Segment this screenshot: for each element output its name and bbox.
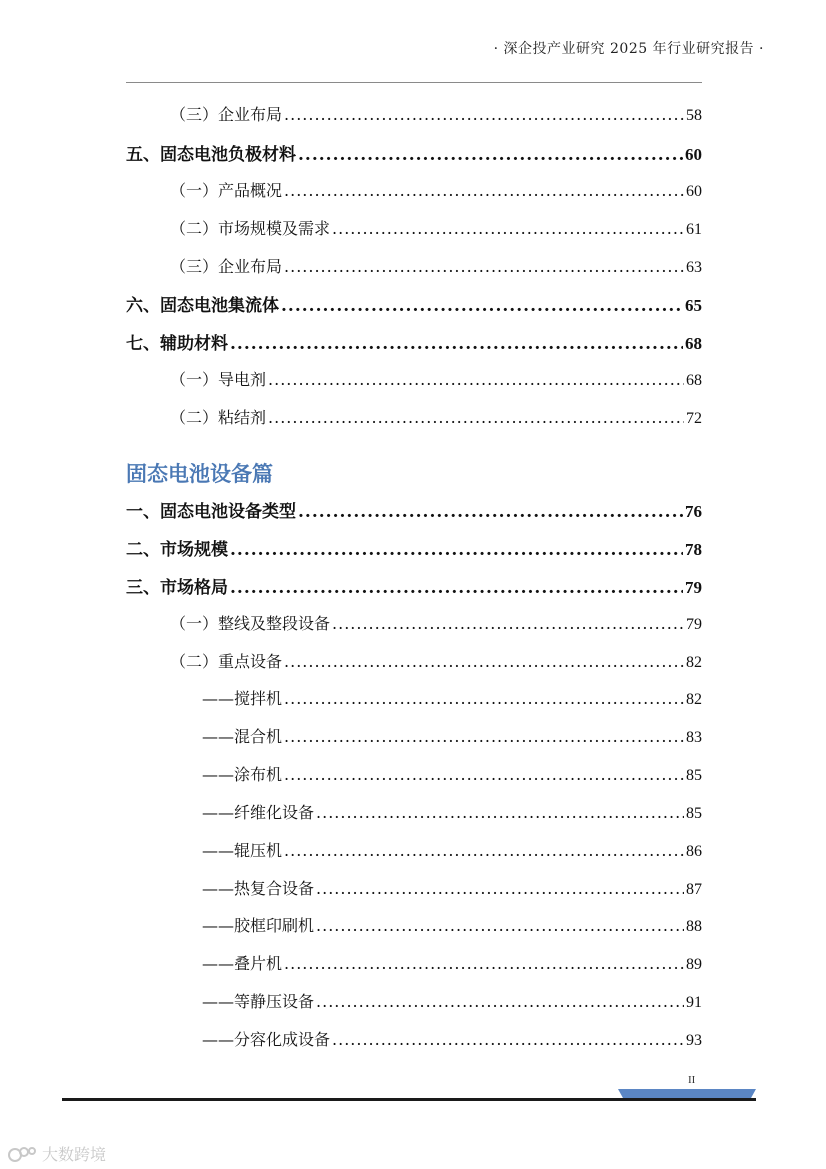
toc-entry[interactable] (126, 573, 702, 598)
toc-entry-title: 五、固态电池负极材料 (126, 145, 296, 165)
brand-logo-icon (8, 1145, 38, 1163)
toc-leader (298, 502, 683, 522)
toc-entry-page: 65 (685, 296, 702, 315)
toc-entry-page: 68 (686, 372, 702, 389)
toc-entry[interactable] (202, 951, 702, 974)
toc-leader (332, 1030, 684, 1049)
toc-entry-page: 60 (686, 183, 702, 200)
toc-entry[interactable] (202, 1027, 702, 1050)
toc-entry[interactable] (202, 800, 702, 823)
toc-entry[interactable] (170, 216, 702, 239)
toc-entry-page: 88 (686, 918, 702, 935)
toc-entry-title: ——分容化成设备 (202, 1030, 331, 1049)
toc-entry-page: 86 (686, 843, 702, 860)
toc-entry[interactable] (170, 102, 702, 125)
toc-entry-title: ——等静压设备 (202, 992, 315, 1011)
toc-entry-page: 76 (685, 502, 702, 521)
page-header: · 深企投产业研究 2025 年行业研究报告 · (493, 41, 764, 57)
toc-entry-page: 60 (685, 145, 702, 164)
toc-entry-title: ——胶框印刷机 (202, 916, 315, 935)
toc-entry[interactable] (170, 254, 702, 277)
toc-entry-page: 61 (686, 221, 702, 238)
toc-entry-page: 83 (686, 729, 702, 746)
toc-entry-title: （三）企业布局 (170, 105, 283, 124)
toc-leader (284, 954, 684, 973)
toc-entry-title: 二、市场规模 (126, 540, 228, 560)
toc-entry[interactable] (126, 329, 702, 354)
toc-entry[interactable] (170, 405, 702, 428)
header-rule (126, 82, 702, 83)
toc-leader (316, 916, 684, 935)
toc-entry[interactable] (170, 611, 702, 634)
toc-leader (230, 540, 683, 560)
toc-entry-page: 58 (686, 107, 702, 124)
toc-leader (284, 689, 684, 708)
toc-entry-page: 91 (686, 994, 702, 1011)
toc-entry[interactable] (202, 724, 702, 747)
toc-entry-title: （一）产品概况 (170, 181, 283, 200)
toc-entry-page: 63 (686, 259, 702, 276)
toc-leader (284, 105, 684, 124)
toc-entry[interactable] (126, 140, 702, 165)
toc-entry[interactable] (126, 535, 702, 560)
toc-entry[interactable] (170, 367, 702, 390)
toc-entry[interactable] (170, 178, 702, 201)
toc-leader (268, 408, 684, 427)
toc-entry[interactable] (202, 876, 702, 899)
toc-entry-title: ——辊压机 (202, 841, 283, 860)
toc-entry[interactable] (126, 291, 702, 316)
toc-entry-page: 87 (686, 881, 702, 898)
toc-entry-page: 89 (686, 956, 702, 973)
footer-rule (62, 1098, 756, 1101)
toc-entry-page: 68 (685, 334, 702, 353)
toc-leader (316, 879, 684, 898)
toc-entry-title: （二）粘结剂 (170, 408, 267, 427)
toc-entry-page: 85 (686, 767, 702, 784)
toc-leader (284, 181, 684, 200)
toc-leader (268, 370, 684, 389)
toc-entry-title: ——热复合设备 (202, 879, 315, 898)
toc-leader (281, 296, 683, 316)
toc-entry-page: 78 (685, 540, 702, 559)
toc-entry-title: ——混合机 (202, 727, 283, 746)
toc-entry-title: （二）重点设备 (170, 652, 283, 671)
toc-entry[interactable] (126, 497, 702, 522)
toc-entry-title: ——纤维化设备 (202, 803, 315, 822)
watermark-text: 大数跨境 (42, 1145, 107, 1164)
toc-leader (230, 334, 683, 354)
toc-entry-title: 三、市场格局 (126, 578, 228, 598)
toc-entry[interactable] (202, 913, 702, 936)
watermark (8, 1142, 106, 1165)
toc-leader (284, 841, 684, 860)
toc-entry-title: 七、辅助材料 (126, 334, 228, 354)
toc-entry-page: 82 (686, 691, 702, 708)
toc-entry[interactable] (202, 838, 702, 861)
toc-leader (284, 257, 684, 276)
toc-entry-title: （二）市场规模及需求 (170, 219, 331, 238)
section-title: 固态电池设备篇 (126, 461, 273, 486)
toc-entry-page: 85 (686, 805, 702, 822)
toc-entry-title: 一、固态电池设备类型 (126, 502, 296, 522)
toc-entry-title: 六、固态电池集流体 (126, 296, 279, 316)
toc-entry-page: 82 (686, 654, 702, 671)
toc-leader (316, 992, 684, 1011)
toc-leader (332, 614, 684, 633)
toc-entry-page: 93 (686, 1032, 702, 1049)
toc-entry-page: 79 (685, 578, 702, 597)
toc-entry-page: 72 (686, 410, 702, 427)
toc-entry-page: 79 (686, 616, 702, 633)
toc-entry-title: ——涂布机 (202, 765, 283, 784)
toc-entry[interactable] (202, 686, 702, 709)
toc-entry-title: （一）整线及整段设备 (170, 614, 331, 633)
toc-entry-title: （一）导电剂 (170, 370, 267, 389)
toc-leader (284, 765, 684, 784)
toc-leader (230, 578, 683, 598)
toc-leader (284, 727, 684, 746)
toc-leader (298, 145, 683, 165)
toc-entry[interactable] (202, 762, 702, 785)
toc-leader (332, 219, 684, 238)
toc-entry-title: ——搅拌机 (202, 689, 283, 708)
page-number: II (688, 1074, 696, 1086)
toc-entry[interactable] (170, 649, 702, 672)
toc-entry-title: （三）企业布局 (170, 257, 283, 276)
toc-leader (316, 803, 684, 822)
toc-entry[interactable] (202, 989, 702, 1012)
toc-entry-title: ——叠片机 (202, 954, 283, 973)
toc-leader (284, 652, 684, 671)
